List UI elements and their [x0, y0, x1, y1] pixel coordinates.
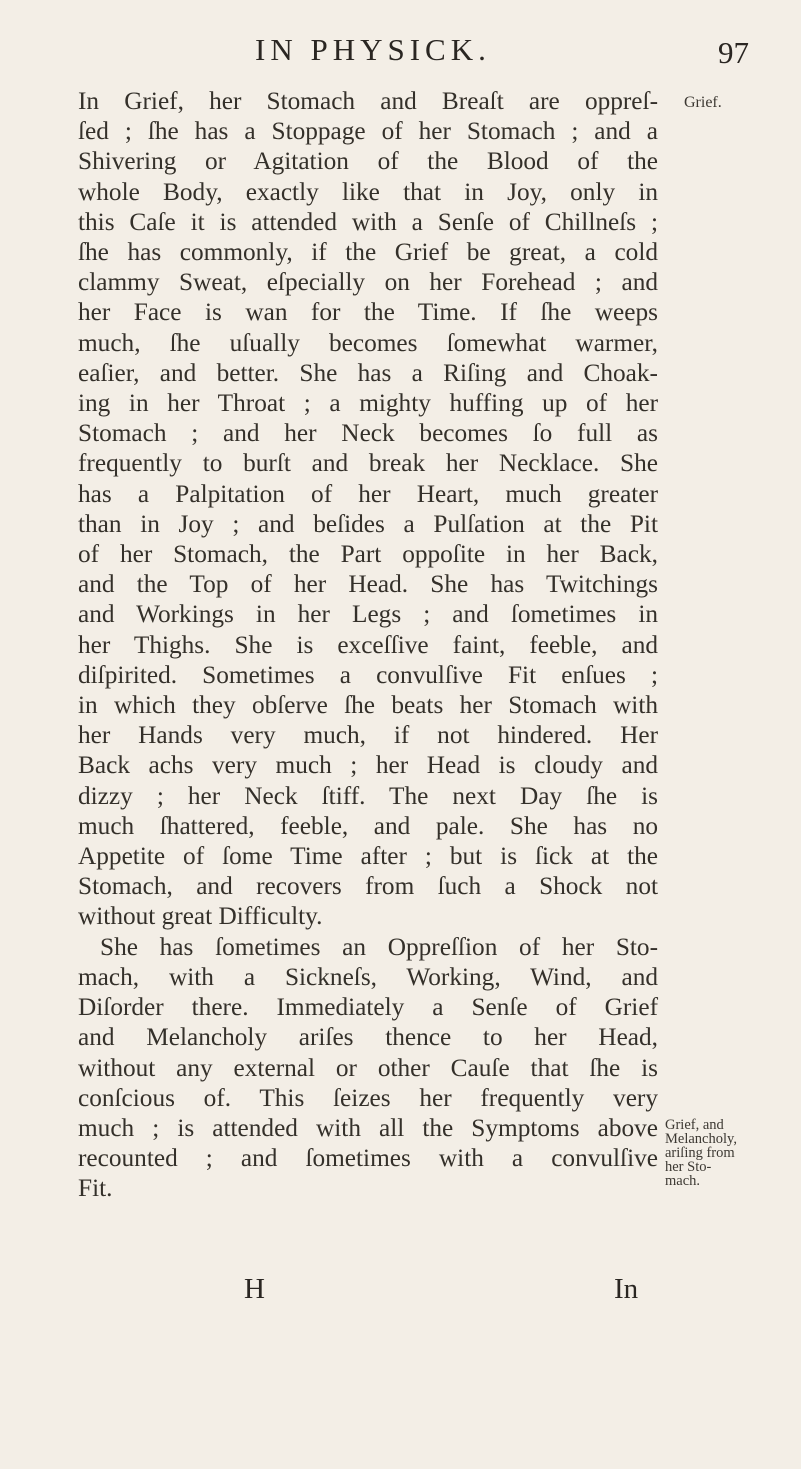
text-line: conſcious of. This ſeizes her frequently very: [78, 1083, 658, 1112]
text-line: Appetite of ſome Time after ; but is ſick at the: [78, 842, 658, 871]
text-line: frequently to burſt and break her Necklace. She: [78, 449, 658, 478]
running-head: IN PHYSICK.: [255, 32, 491, 67]
text-line: recounted ; and ſometimes with a convulſive: [78, 1144, 658, 1173]
margin-note-line: ariſing from: [665, 1145, 735, 1161]
margin-note-line: Melancholy,: [665, 1131, 737, 1147]
text-line: mach, with a Sickneſs, Working, Wind, and: [78, 962, 658, 991]
text-line: Diſorder there. Immediately a Senſe of Grief: [78, 993, 658, 1022]
text-line: of her Stomach, the Part oppoſite in her Back,: [78, 540, 658, 569]
text-line: ſed ; ſhe has a Stoppage of her Stomach ; and a: [78, 117, 658, 146]
text-line: diſpirited. Sometimes a convulſive Fit enſues ;: [78, 660, 658, 689]
text-line: her Face is wan for the Time. If ſhe weeps: [78, 298, 658, 327]
margin-note-line: Grief, and: [665, 1117, 724, 1133]
text-line: clammy Sweat, eſpecially on her Forehead ; and: [78, 268, 658, 297]
body-text: [78, 86, 658, 1204]
text-line: ing in her Throat ; a mighty huffing up of her: [78, 389, 658, 418]
text-line: and Workings in her Legs ; and ſometimes in: [78, 600, 658, 629]
text-line: than in Joy ; and beſides a Pulſation at the Pit: [78, 509, 658, 538]
text-line: much, ſhe uſually becomes ſomewhat warmer,: [78, 328, 658, 357]
text-line: Stomach ; and her Neck becomes ſo full as: [78, 419, 658, 448]
catchword: In: [614, 1273, 639, 1305]
text-line: this Caſe it is attended with a Senſe of Chillneſs ;: [78, 207, 658, 236]
text-line: whole Body, exactly like that in Joy, only in: [78, 177, 658, 206]
text-line: Back achs very much ; her Head is cloudy and: [78, 751, 658, 780]
text-line: in which they obſerve ſhe beats her Stomach with: [78, 691, 658, 720]
text-line: much ſhattered, feeble, and pale. She has no: [78, 811, 658, 840]
text-line: Fit.: [78, 1174, 113, 1203]
text-line: without great Difficulty.: [78, 902, 323, 931]
signature-mark: H: [244, 1273, 265, 1305]
page-number: 97: [718, 35, 749, 70]
text-line: much ; is attended with all the Symptoms above: [78, 1113, 658, 1142]
page-header: [0, 32, 801, 80]
page-footer: [0, 1273, 801, 1313]
margin-note-line: her Sto-: [665, 1159, 712, 1175]
margin-note-grief: Grief.: [684, 94, 722, 111]
text-line: has a Palpitation of her Heart, much greater: [78, 479, 658, 508]
text-line: dizzy ; her Neck ſtiff. The next Day ſhe is: [78, 781, 658, 810]
text-line: eaſier, and better. She has a Riſing and Choak-: [78, 358, 658, 387]
text-line: without any external or other Cauſe that ſhe is: [78, 1053, 658, 1082]
text-line: her Thighs. She is exceſſive faint, feeble, and: [78, 630, 658, 659]
margin-note-line: mach.: [665, 1173, 701, 1189]
margin-note-grief-melancholy: [665, 1118, 799, 1188]
text-line: and the Top of her Head. She has Twitchings: [78, 570, 658, 599]
text-line: She has ſometimes an Oppreſſion of her Sto-: [100, 932, 658, 961]
text-line: ſhe has commonly, if the Grief be great, a cold: [78, 238, 658, 267]
text-line: Shivering or Agitation of the Blood of the: [78, 147, 658, 176]
text-line: In Grief, her Stomach and Breaſt are oppreſ-: [78, 87, 658, 115]
text-line: and Melancholy ariſes thence to her Head,: [78, 1023, 658, 1052]
text-line: Stomach, and recovers from ſuch a Shock not: [78, 872, 658, 901]
text-line: her Hands very much, if not hindered. Her: [78, 721, 658, 750]
